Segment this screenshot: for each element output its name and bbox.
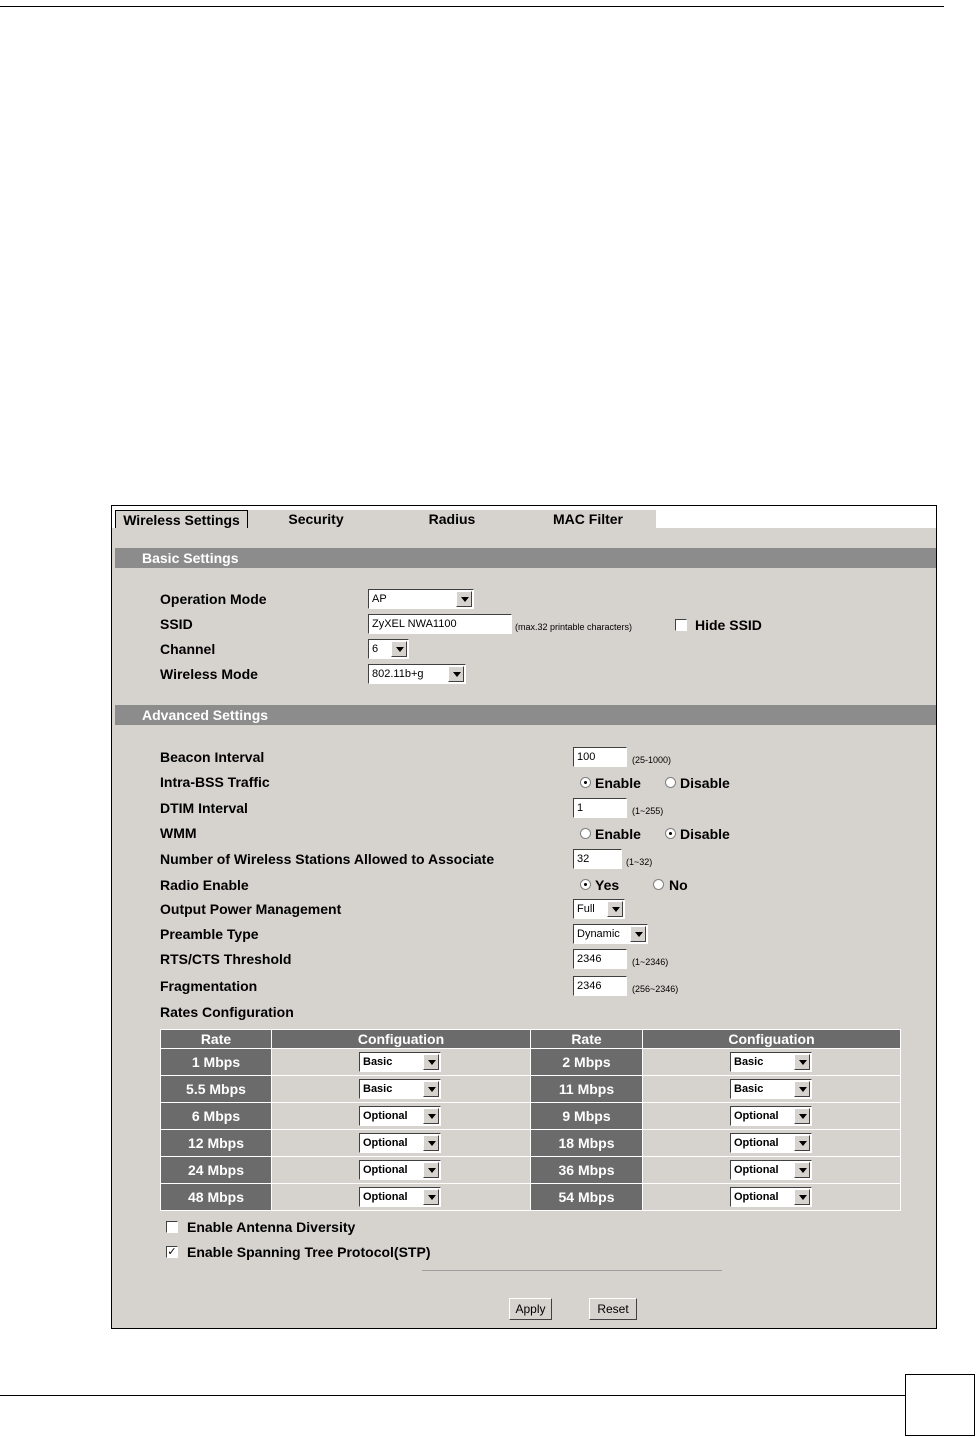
- rate-config-select[interactable]: [730, 1160, 812, 1180]
- config-cell: [272, 1157, 531, 1184]
- chevron-down-icon: [423, 1081, 439, 1097]
- table-row: [161, 1103, 901, 1130]
- rate-config-value: Basic: [734, 1083, 764, 1095]
- fragmentation-input[interactable]: 2346: [573, 976, 627, 996]
- config-cell: [272, 1184, 531, 1211]
- wmm-disable-radio[interactable]: [665, 828, 676, 839]
- table-row: [161, 1130, 901, 1157]
- rate-config-value: Optional: [734, 1191, 779, 1203]
- dtim-interval-label: DTIM Interval: [160, 800, 248, 816]
- radio-no-label: No: [669, 877, 688, 893]
- rate-config-value: Optional: [363, 1191, 408, 1203]
- chevron-down-icon: [607, 901, 623, 917]
- wmm-enable-label: Enable: [595, 826, 641, 842]
- radio-yes-label: Yes: [595, 877, 620, 893]
- operation-mode-value: AP: [372, 593, 387, 605]
- wmm-enable-radio[interactable]: [580, 828, 591, 839]
- rate-cell: 12 Mbps: [161, 1130, 272, 1157]
- tab-security[interactable]: Security: [248, 510, 384, 528]
- stp-label: Enable Spanning Tree Protocol(STP): [187, 1244, 431, 1260]
- config-cell: [272, 1103, 531, 1130]
- radio-enable-label: Radio Enable: [160, 877, 249, 893]
- config-cell: [272, 1049, 531, 1076]
- beacon-interval-hint: (25-1000): [632, 755, 672, 765]
- rate-cell: 54 Mbps: [531, 1184, 643, 1211]
- rates-header-row: [161, 1030, 901, 1049]
- wmm-disable-label: Disable: [680, 826, 730, 842]
- rate-config-value: Basic: [363, 1083, 393, 1095]
- rate-cell: 36 Mbps: [531, 1157, 643, 1184]
- chevron-down-icon: [630, 926, 646, 942]
- rate-config-select[interactable]: [359, 1106, 441, 1126]
- dtim-interval-hint: (1~255): [632, 806, 664, 816]
- rate-cell: 11 Mbps: [531, 1076, 643, 1103]
- intra-bss-enable-label: Enable: [595, 775, 641, 791]
- tab-mac-filter[interactable]: MAC Filter: [520, 510, 656, 528]
- stations-input[interactable]: 32: [573, 849, 622, 869]
- wireless-settings-panel: [111, 505, 937, 1329]
- configuration-column-header: Configuation: [272, 1030, 531, 1049]
- preamble-select[interactable]: [573, 924, 648, 944]
- tab-bar: [112, 506, 936, 528]
- tab-radius[interactable]: Radius: [384, 510, 520, 528]
- rate-cell: 1 Mbps: [161, 1049, 272, 1076]
- intra-bss-enable-radio[interactable]: [580, 777, 591, 788]
- rate-config-value: Optional: [734, 1164, 779, 1176]
- rate-config-select[interactable]: [730, 1187, 812, 1207]
- chevron-down-icon: [391, 641, 407, 657]
- chevron-down-icon: [423, 1054, 439, 1070]
- channel-select[interactable]: [368, 639, 409, 659]
- chevron-down-icon: [456, 591, 472, 607]
- wireless-mode-value: 802.11b+g: [372, 668, 424, 680]
- fragmentation-hint: (256~2346): [632, 984, 679, 994]
- footer-rule: [0, 1395, 905, 1396]
- rate-config-select[interactable]: [730, 1106, 812, 1126]
- hide-ssid-checkbox[interactable]: [675, 619, 687, 631]
- chevron-down-icon: [794, 1081, 810, 1097]
- chevron-down-icon: [423, 1162, 439, 1178]
- fragmentation-label: Fragmentation: [160, 978, 258, 994]
- intra-bss-disable-label: Disable: [680, 775, 730, 791]
- channel-label: Channel: [160, 641, 216, 657]
- rate-cell: 9 Mbps: [531, 1103, 643, 1130]
- chevron-down-icon: [423, 1135, 439, 1151]
- wireless-mode-label: Wireless Mode: [160, 666, 258, 682]
- rate-config-select[interactable]: [359, 1052, 441, 1072]
- antenna-diversity-label: Enable Antenna Diversity: [187, 1219, 356, 1235]
- rate-column-header: Rate: [161, 1030, 272, 1049]
- config-cell: [643, 1049, 901, 1076]
- rate-config-value: Basic: [734, 1056, 764, 1068]
- rate-config-select[interactable]: [730, 1133, 812, 1153]
- rate-config-select[interactable]: [359, 1079, 441, 1099]
- beacon-interval-input[interactable]: 100: [573, 747, 627, 767]
- stations-hint: (1~32): [626, 857, 653, 867]
- stations-label: Number of Wireless Stations Allowed to Associate: [160, 851, 495, 867]
- basic-settings-header: Basic Settings: [115, 548, 936, 568]
- chevron-down-icon: [448, 666, 464, 682]
- divider: [422, 1270, 722, 1271]
- rts-label: RTS/CTS Threshold: [160, 951, 292, 967]
- stp-checkbox[interactable]: ✓: [167, 1246, 177, 1258]
- rate-cell: 18 Mbps: [531, 1130, 643, 1157]
- config-cell: [643, 1130, 901, 1157]
- apply-button[interactable]: Apply: [509, 1298, 552, 1320]
- header-rule: [0, 6, 944, 7]
- chevron-down-icon: [794, 1054, 810, 1070]
- rate-cell: 2 Mbps: [531, 1049, 643, 1076]
- output-power-select[interactable]: [573, 899, 625, 919]
- intra-bss-disable-radio[interactable]: [665, 777, 676, 788]
- table-row: [161, 1184, 901, 1211]
- rate-config-select[interactable]: [359, 1160, 441, 1180]
- channel-value: 6: [372, 643, 379, 655]
- rate-config-value: Optional: [734, 1110, 779, 1122]
- beacon-interval-label: Beacon Interval: [160, 749, 265, 765]
- table-row: [161, 1049, 901, 1076]
- output-power-label: Output Power Management: [160, 901, 342, 917]
- rates-configuration-label: Rates Configuration: [160, 1004, 294, 1020]
- config-cell: [643, 1076, 901, 1103]
- table-row: [161, 1076, 901, 1103]
- rate-config-value: Basic: [363, 1056, 393, 1068]
- configuration-column-header: Configuation: [643, 1030, 901, 1049]
- rts-input[interactable]: 2346: [573, 949, 627, 969]
- wmm-label: WMM: [160, 825, 197, 841]
- intra-bss-label: Intra-BSS Traffic: [160, 774, 270, 790]
- rate-config-value: Optional: [363, 1110, 408, 1122]
- chevron-down-icon: [794, 1162, 810, 1178]
- chevron-down-icon: [794, 1108, 810, 1124]
- config-cell: [272, 1076, 531, 1103]
- reset-button[interactable]: Reset: [589, 1298, 637, 1320]
- preamble-label: Preamble Type: [160, 926, 259, 942]
- rate-config-value: Optional: [734, 1137, 779, 1149]
- operation-mode-select[interactable]: [368, 589, 474, 609]
- preamble-value: Dynamic: [577, 928, 620, 940]
- rate-config-value: Optional: [363, 1137, 408, 1149]
- output-power-value: Full: [577, 903, 595, 915]
- rate-config-select[interactable]: [359, 1133, 441, 1153]
- ssid-input[interactable]: ZyXEL NWA1100: [368, 614, 512, 634]
- chevron-down-icon: [794, 1135, 810, 1151]
- rate-config-select[interactable]: [730, 1079, 812, 1099]
- advanced-settings-header: Advanced Settings: [115, 705, 936, 725]
- rate-config-select[interactable]: [359, 1187, 441, 1207]
- rate-config-value: Optional: [363, 1164, 408, 1176]
- chevron-down-icon: [423, 1108, 439, 1124]
- chevron-down-icon: [794, 1189, 810, 1205]
- config-cell: [643, 1157, 901, 1184]
- wireless-mode-select[interactable]: [368, 664, 466, 684]
- rate-config-select[interactable]: [730, 1052, 812, 1072]
- rate-cell: 24 Mbps: [161, 1157, 272, 1184]
- rts-hint: (1~2346): [632, 957, 669, 967]
- rate-cell: 5.5 Mbps: [161, 1076, 272, 1103]
- operation-mode-label: Operation Mode: [160, 591, 267, 607]
- rate-cell: 6 Mbps: [161, 1103, 272, 1130]
- page-number-box: [905, 1374, 975, 1436]
- rates-table: [160, 1029, 901, 1211]
- config-cell: [643, 1184, 901, 1211]
- config-cell: [643, 1103, 901, 1130]
- radio-yes-radio[interactable]: [580, 879, 591, 890]
- tab-wireless-settings[interactable]: Wireless Settings: [115, 510, 248, 528]
- rate-column-header: Rate: [531, 1030, 643, 1049]
- config-cell: [272, 1130, 531, 1157]
- ssid-hint: (max.32 printable characters): [515, 622, 633, 632]
- radio-no-radio[interactable]: [653, 879, 664, 890]
- antenna-diversity-checkbox[interactable]: [166, 1221, 178, 1233]
- table-row: [161, 1157, 901, 1184]
- hide-ssid-label: Hide SSID: [695, 617, 762, 633]
- rate-cell: 48 Mbps: [161, 1184, 272, 1211]
- dtim-interval-input[interactable]: 1: [573, 798, 627, 818]
- ssid-label: SSID: [160, 616, 193, 632]
- chevron-down-icon: [423, 1189, 439, 1205]
